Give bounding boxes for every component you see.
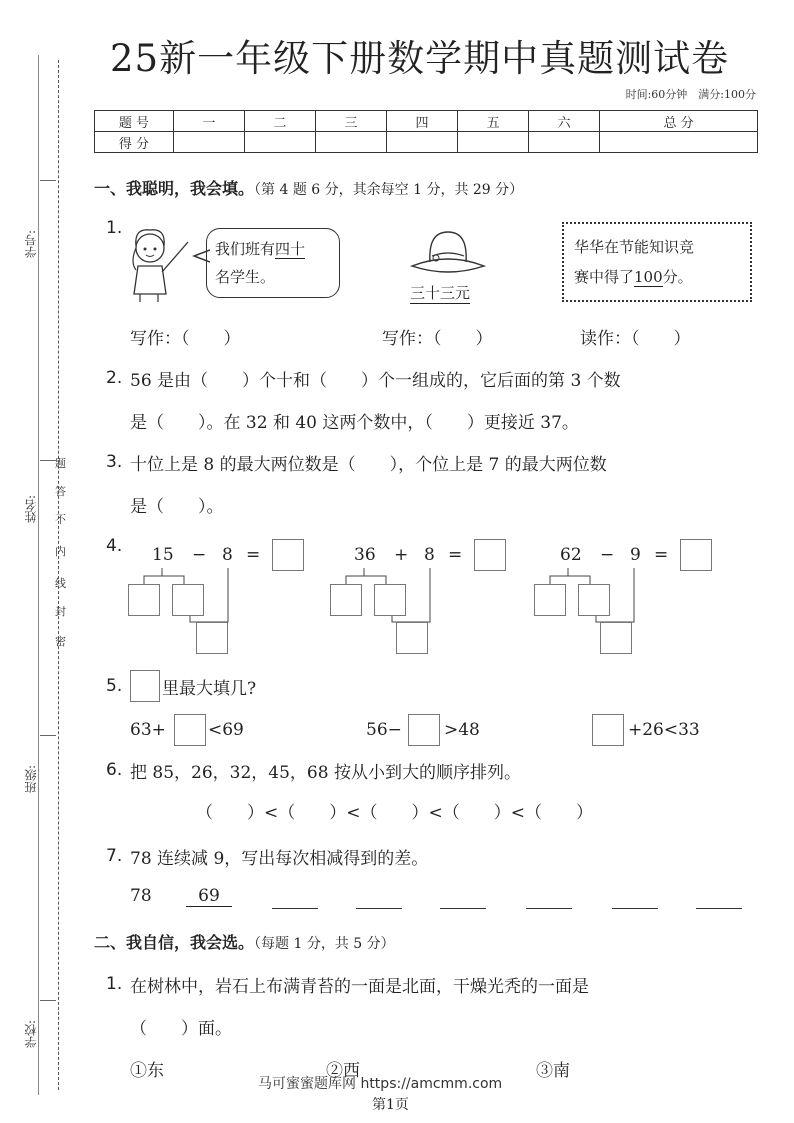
s2-q1-line1: 在树林中，岩石上布满青苔的一面是北面，干燥光秃的一面是 <box>130 977 589 997</box>
q4-expr2-eq: = <box>448 545 463 565</box>
school-fill <box>40 1000 56 1001</box>
page-title: 25新一年级下册数学期中真题测试卷 <box>110 37 730 80</box>
seal-word: 题 <box>55 457 66 470</box>
score-table-score-row <box>95 132 758 153</box>
q4-expr2-step-box[interactable] <box>396 622 428 654</box>
section1-title: 一、我聪明，我会填。 <box>94 179 255 198</box>
student-id-label: 学号: <box>24 230 38 259</box>
score-cell[interactable] <box>600 132 758 153</box>
seal-word: 不 <box>55 513 66 526</box>
q4-expr1-split-box[interactable] <box>172 584 204 616</box>
q1-answer-1[interactable]: 写作：（ ） <box>130 329 241 349</box>
q5-item3-box[interactable] <box>592 714 624 746</box>
q4-expr2-split-box[interactable] <box>374 584 406 616</box>
q6-text: 把 85，26，32，45，68 按从小到大的顺序排列。 <box>130 763 521 783</box>
seal-word: 内 <box>55 545 66 558</box>
q7-text: 78 连续减 9，写出每次相减得到的差。 <box>130 849 429 869</box>
s2-q1-number: 1. <box>106 974 123 994</box>
q7-blank[interactable] <box>272 908 318 909</box>
score-table-row-header: 题 号 <box>95 111 174 132</box>
q5-item1-post: <69 <box>208 720 244 740</box>
student-id-fill <box>40 180 56 181</box>
q4-expr1-eq: = <box>246 545 261 565</box>
score-table-col: 三 <box>316 111 387 132</box>
teacher-illustration-icon <box>126 222 192 304</box>
q5-item1-box[interactable] <box>174 714 206 746</box>
q4-expr2-op: + <box>394 545 409 565</box>
s2-q1-option-south[interactable]: ③南 <box>536 1061 570 1081</box>
binding-line <box>38 55 39 1095</box>
award-text-1: 华华在节能知识竞 <box>574 238 695 256</box>
q4-expr1-step-box[interactable] <box>196 622 228 654</box>
q4-expr1-op: − <box>192 545 207 565</box>
q4-expr1-split-box[interactable] <box>128 584 160 616</box>
school-label: 学校: <box>24 1020 38 1049</box>
q4-expr2-result-box[interactable] <box>474 539 506 571</box>
score-table-header-row <box>95 111 758 132</box>
q4-expr3-eq: = <box>654 545 669 565</box>
q1-answer-2[interactable]: 写作：（ ） <box>382 329 493 349</box>
seal-word: 线 <box>55 577 66 590</box>
q2-line1: 56 是由（ ）个十和（ ）个一组成的，它后面的第 3 个数 <box>130 371 621 391</box>
s2-q1-line2: （ ）面。 <box>130 1019 232 1039</box>
q7-number: 7. <box>106 846 123 866</box>
q4-expr1-b: 8 <box>222 545 233 565</box>
seal-word: 封 <box>55 605 66 618</box>
s2-q1-option-east[interactable]: ①东 <box>130 1061 164 1081</box>
hat-price-label: 三十三元 <box>410 284 471 302</box>
score-table-col: 六 <box>529 111 600 132</box>
q4-expr3-step-box[interactable] <box>600 622 632 654</box>
score-table-col: 五 <box>458 111 529 132</box>
q4-expr3-split-box[interactable] <box>534 584 566 616</box>
q1-answer-3[interactable]: 读作：（ ） <box>580 329 691 349</box>
q4-expr2-a: 36 <box>354 545 376 565</box>
q4-expr3-b: 9 <box>630 545 641 565</box>
q6-answer[interactable]: （ ）<（ ）<（ ）<（ ）<（ ） <box>196 803 593 823</box>
speech-text-2: 名学生。 <box>215 268 276 286</box>
section1-heading <box>94 176 523 199</box>
q7-blank[interactable] <box>440 908 486 909</box>
score-table-col: 总 分 <box>600 111 758 132</box>
score-table-col: 一 <box>174 111 245 132</box>
watermark: 马可蜜蜜题库网 https://amcmm.com <box>258 1076 503 1092</box>
score-cell[interactable] <box>387 132 458 153</box>
speech-underlined-number: 四十 <box>275 240 306 258</box>
score-table-col: 二 <box>245 111 316 132</box>
q7-blank[interactable] <box>612 908 658 909</box>
q5-item2-post: >48 <box>444 720 480 740</box>
q1-number: 1. <box>106 218 123 238</box>
q7-blank[interactable] <box>356 908 402 909</box>
seal-word: 答 <box>55 485 66 498</box>
q2-number: 2. <box>106 368 123 388</box>
q4-expr2-split-box[interactable] <box>330 584 362 616</box>
q6-number: 6. <box>106 760 123 780</box>
q2-line2: 是（ ）。在 32 和 40 这两个数中，（ ）更接近 37。 <box>130 413 579 433</box>
q5-number: 5. <box>106 676 123 696</box>
page-number: 第1页 <box>372 1097 409 1113</box>
hat-icon <box>410 226 486 280</box>
speech-text-1: 我们班有 <box>215 240 276 258</box>
class-fill <box>40 735 56 736</box>
q5-item3-post: +26<33 <box>628 720 700 740</box>
q4-number: 4. <box>106 536 123 556</box>
score-cell[interactable] <box>174 132 245 153</box>
section2-title: 二、我自信，我会选。 <box>94 933 255 952</box>
score-cell[interactable] <box>458 132 529 153</box>
q5-item1-pre: 63+ <box>130 720 166 740</box>
award-text-2: 赛中得了 <box>574 268 635 286</box>
q7-start: 78 <box>130 886 152 906</box>
score-table-col: 四 <box>387 111 458 132</box>
q4-expr3-op: − <box>600 545 615 565</box>
section2-note: （每题 1 分，共 5 分） <box>254 936 395 952</box>
award-text-3: 分。 <box>662 268 693 286</box>
q4-expr2-b: 8 <box>424 545 435 565</box>
q3-line1: 十位上是 8 的最大两位数是（ ），个位上是 7 的最大两位数 <box>130 455 607 475</box>
section2-heading <box>94 930 395 953</box>
s2-q1-option-west[interactable]: ②西 <box>326 1061 360 1081</box>
q4-expr3-result-box[interactable] <box>680 539 712 571</box>
q4-expr1-result-box[interactable] <box>272 539 304 571</box>
award-score: 100 <box>634 268 663 286</box>
q7-first-answer: 69 <box>186 886 232 907</box>
score-table-row-header: 得 分 <box>95 132 174 153</box>
q7-blank[interactable] <box>526 908 572 909</box>
section1-note: （第 4 题 6 分，其余每空 1 分，共 29 分） <box>254 182 524 198</box>
q3-number: 3. <box>106 452 123 472</box>
seal-word: 密 <box>55 635 66 648</box>
q4-expr1-a: 15 <box>152 545 174 565</box>
score-cell[interactable] <box>245 132 316 153</box>
q5-prompt-box-icon <box>130 670 160 702</box>
q3-line2: 是（ ）。 <box>130 497 224 517</box>
q5-prompt: 里最大填几? <box>162 679 257 699</box>
award-box <box>562 222 752 302</box>
score-cell[interactable] <box>529 132 600 153</box>
q7-blank[interactable] <box>696 908 742 909</box>
q5-item2-pre: 56− <box>366 720 402 740</box>
q4-expr3-split-box[interactable] <box>578 584 610 616</box>
score-table <box>94 110 758 153</box>
speech-bubble <box>206 228 340 298</box>
q4-expr3-a: 62 <box>560 545 582 565</box>
student-name-label: 姓名: <box>24 495 38 524</box>
exam-meta: 时间:60分钟 满分:100分 <box>625 88 756 101</box>
student-name-fill <box>40 460 56 461</box>
class-label: 班级: <box>24 765 38 794</box>
q5-item2-box[interactable] <box>408 714 440 746</box>
score-cell[interactable] <box>316 132 387 153</box>
